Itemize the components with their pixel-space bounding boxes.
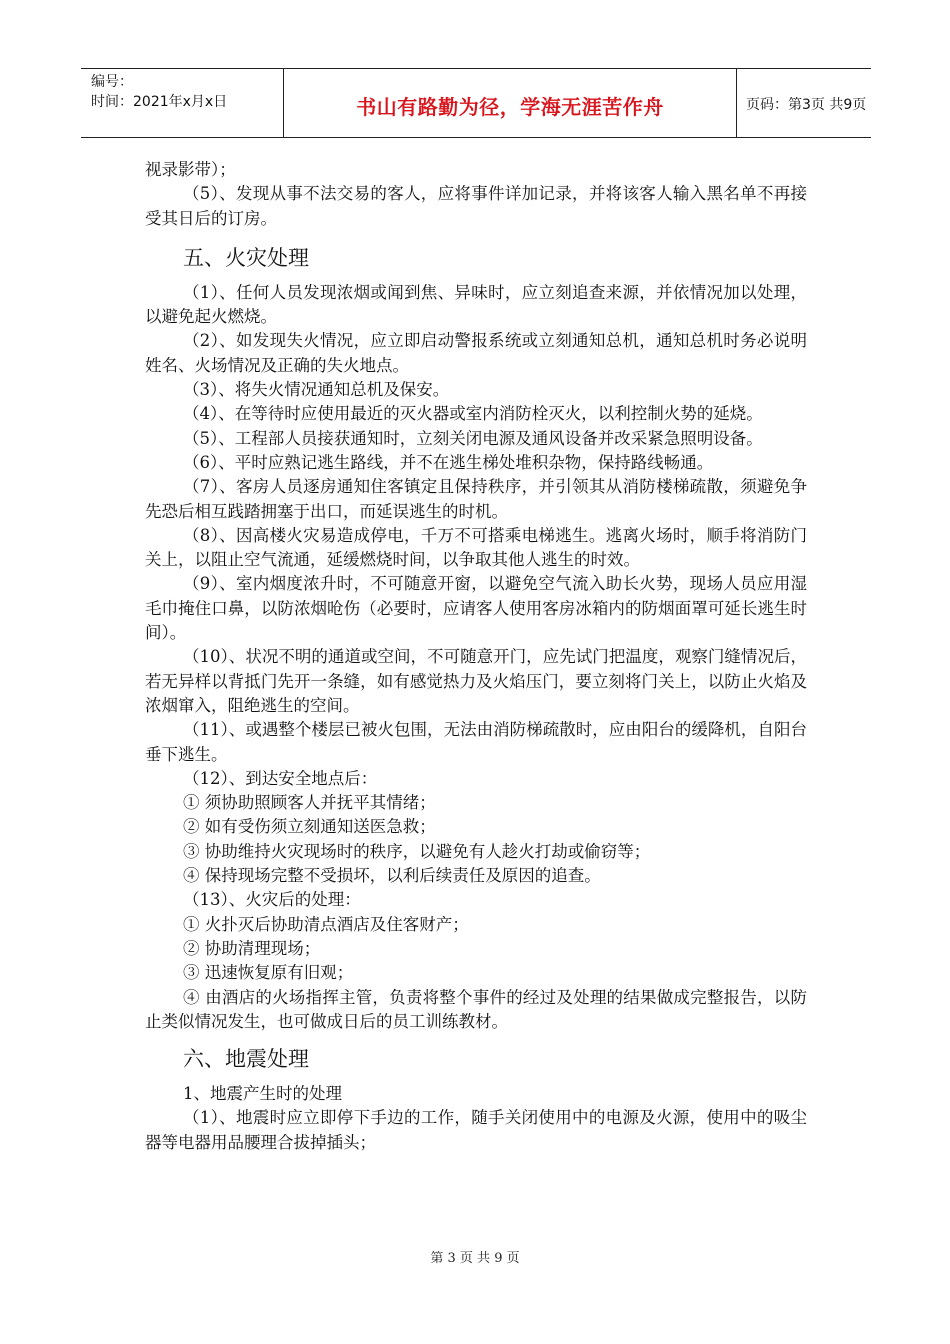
list-item: ① 须协助照顾客人并抚平其情绪； (183, 793, 436, 813)
paragraph: （9）、室内烟度浓升时，不可随意开窗，以避免空气流入助长火势，现场人员应用湿毛巾掩住口鼻，以防浓烟呛伤（必要时，应请客人使用客房冰箱内的防烟面罩可延长逃生时间）。 (145, 574, 807, 643)
paragraph: （1）、地震时应立即停下手边的工作，随手关闭使用中的电源及火源，使用中的吸尘器等电器用品腰理合拔掉插头； (145, 1108, 807, 1152)
document-body (145, 158, 807, 1155)
section-heading-fire: 五、火灾处理 (183, 245, 309, 270)
list-item: ③ 协助维持火灾现场时的秩序，以避免有人趁火打劫或偷窃等； (183, 841, 651, 861)
paragraph: （4）、在等待时应使用最近的灭火器或室内消防栓灭火，以利控制火势的延烧。 (183, 404, 763, 424)
paragraph: （6）、平时应熟记逃生路线，并不在逃生梯处堆积杂物，保持路线畅通。 (183, 452, 714, 472)
header-page-cell (736, 69, 871, 137)
paragraph: （13）、火灾后的处理： (183, 890, 361, 910)
list-item: ② 协助清理现场； (183, 938, 321, 958)
list-item: ③ 迅速恢复原有旧观； (183, 963, 354, 983)
page-footer: 第 3 页 共 9 页 (430, 1251, 520, 1266)
list-item: ② 如有受伤须立刻通知送医急救； (183, 817, 436, 837)
section-heading-earthquake: 六、地震处理 (183, 1047, 309, 1072)
paragraph: （7）、客房人员逐房通知住客镇定且保持秩序，并引领其从消防楼梯疏散，须避免争先恐后相互践踏拥塞于出口，而延误逃生的时机。 (145, 477, 807, 521)
header-info-cell (81, 69, 283, 137)
paragraph: 视录影带）； (145, 160, 236, 179)
paragraph: （2）、如发现失火情况，应立即启动警报系统或立刻通知总机，通知总机时务必说明姓名、火场情况及正确的失火地点。 (145, 331, 807, 375)
paragraph: （11）、或遇整个楼层已被火包围，无法由消防梯疏散时，应由阳台的缓降机，自阳台垂下逃生。 (145, 720, 807, 764)
paragraph: （10）、状况不明的通道或空间，不可随意开门，应先试门把温度，观察门缝情况后，若无异样以背抵门先开一条缝，如有感觉热力及火焰压门，要立刻将门关上，以防止火焰及浓烟窜入，阻绝逃生的空间。 (145, 647, 807, 715)
paragraph: （3）、将失火情况通知总机及保安。 (183, 380, 450, 400)
document-number-label: 编号： (91, 74, 133, 90)
paragraph: （8）、因高楼火灾易造成停电，千万不可搭乘电梯逃生。逃离火场时，顺手将消防门关上，以阻止空气流通，延缓燃烧时间，以争取其他人逃生的时效。 (145, 525, 807, 570)
paragraph: （5）、工程部人员接获通知时，立刻关闭电源及通风设备并改采紧急照明设备。 (183, 428, 763, 448)
list-item: ④ 由酒店的火场指挥主管，负责将整个事件的经过及处理的结果做成完整报告，以防止类似情况发生，也可做成日后的员工训练教材。 (145, 987, 807, 1031)
page-header (81, 68, 871, 138)
subheading: 1、地震产生时的处理 (183, 1084, 342, 1104)
header-page-number: 页码：第3页 共9页 (746, 97, 867, 113)
paragraph: （12）、到达安全地点后： (183, 768, 378, 788)
header-motto: 书山有路勤为径，学海无涯苦作舟 (356, 95, 664, 119)
list-item: ① 火扑灭后协助清点酒店及住客财产； (183, 914, 469, 934)
paragraph: （1）、任何人员发现浓烟或闻到焦、异味时，应立刻追查来源，并依情况加以处理，以避免起火燃烧。 (145, 282, 807, 327)
header-motto-cell (283, 69, 737, 137)
list-item: ④ 保持现场完整不受损坏，以利后续责任及原因的追查。 (183, 866, 601, 886)
document-date-label: 时间：2021年x月x日 (91, 94, 228, 110)
paragraph: （5）、发现从事不法交易的客人，应将事件详加记录，并将该客人输入黑名单不再接受其日后的订房。 (145, 184, 807, 228)
